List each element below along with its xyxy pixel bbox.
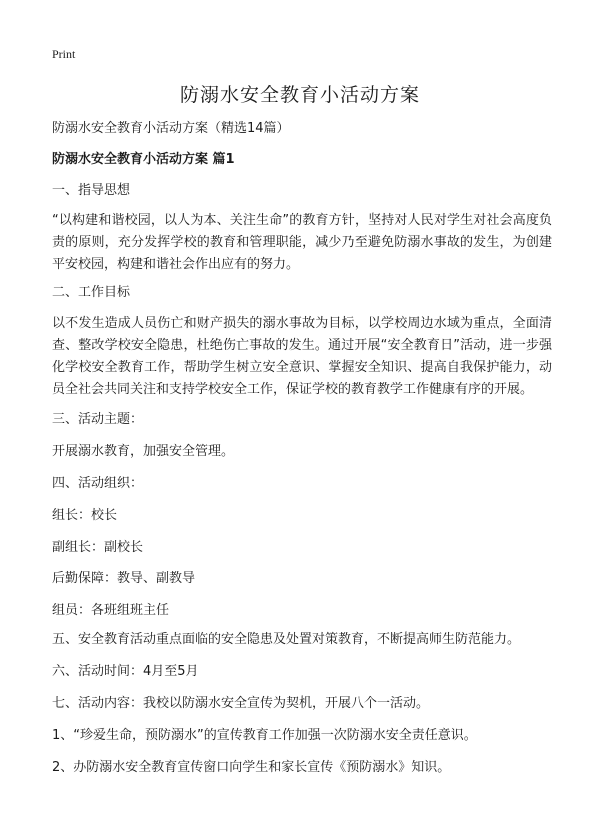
heading-work-goal: 二、工作目标 (52, 285, 131, 300)
paragraph-guiding-thought: “以构建和谐校园，以人为本、关注生命”的教育方针，坚持对人民对学生对社会高度负责的原则，充分发挥学校的教育和管理职能，减少乃至避免防溺水事故的发生，为创建平安校园，构建和谐社会作出应有的努力。 (52, 213, 552, 272)
org-deputy-leader: 副组长：副校长 (52, 540, 144, 555)
org-leader: 组长：校长 (52, 508, 118, 523)
heading-activity-content: 七、活动内容：我校以防溺水安全宣传为契机，开展八个一活动。 (52, 696, 430, 711)
heading-guiding-thought: 一、指导思想 (52, 183, 131, 198)
list-item-2: 2、办防溺水安全教育宣传窗口向学生和家长宣传《预防溺水》知识。 (52, 760, 451, 775)
org-members: 组员：各班组班主任 (52, 603, 170, 618)
heading-activity-time: 六、活动时间：4月至5月 (52, 664, 199, 679)
paragraph-activity-theme: 开展溺水教育，加强安全管理。 (52, 444, 235, 459)
heading-activity-organization: 四、活动组织： (52, 476, 144, 491)
document-subtitle: 防溺水安全教育小活动方案（精选14篇） (52, 121, 290, 136)
heading-activity-theme: 三、活动主题： (52, 412, 144, 427)
page-title: 防溺水安全教育小活动方案 (179, 84, 420, 106)
list-item-1: 1、“珍爱生命，预防溺水”的宣传教育工作加强一次防溺水安全责任意识。 (52, 728, 477, 743)
heading-safety-focus: 五、安全教育活动重点面临的安全隐患及处置对策教育，不断提高师生防范能力。 (52, 632, 521, 647)
paragraph-work-goal: 以不发生造成人员伤亡和财产损失的溺水事故为目标，以学校周边水域为重点，全面清查、整改学校安全隐患，杜绝伤亡事故的发生。通过开展“安全教育日”活动，进一步强化学校安全教育工作，帮助学生树立安全意识、掌握安全知识、提高自我保护能力，动员全社会共同关注和支持学校安全工作，保证学校的教育教学工作健康有序的开展。 (52, 316, 552, 397)
print-link[interactable]: Print (52, 47, 76, 61)
org-logistics: 后勤保障：教导、副教导 (52, 571, 196, 586)
section-heading: 防溺水安全教育小活动方案 篇1 (52, 152, 235, 167)
